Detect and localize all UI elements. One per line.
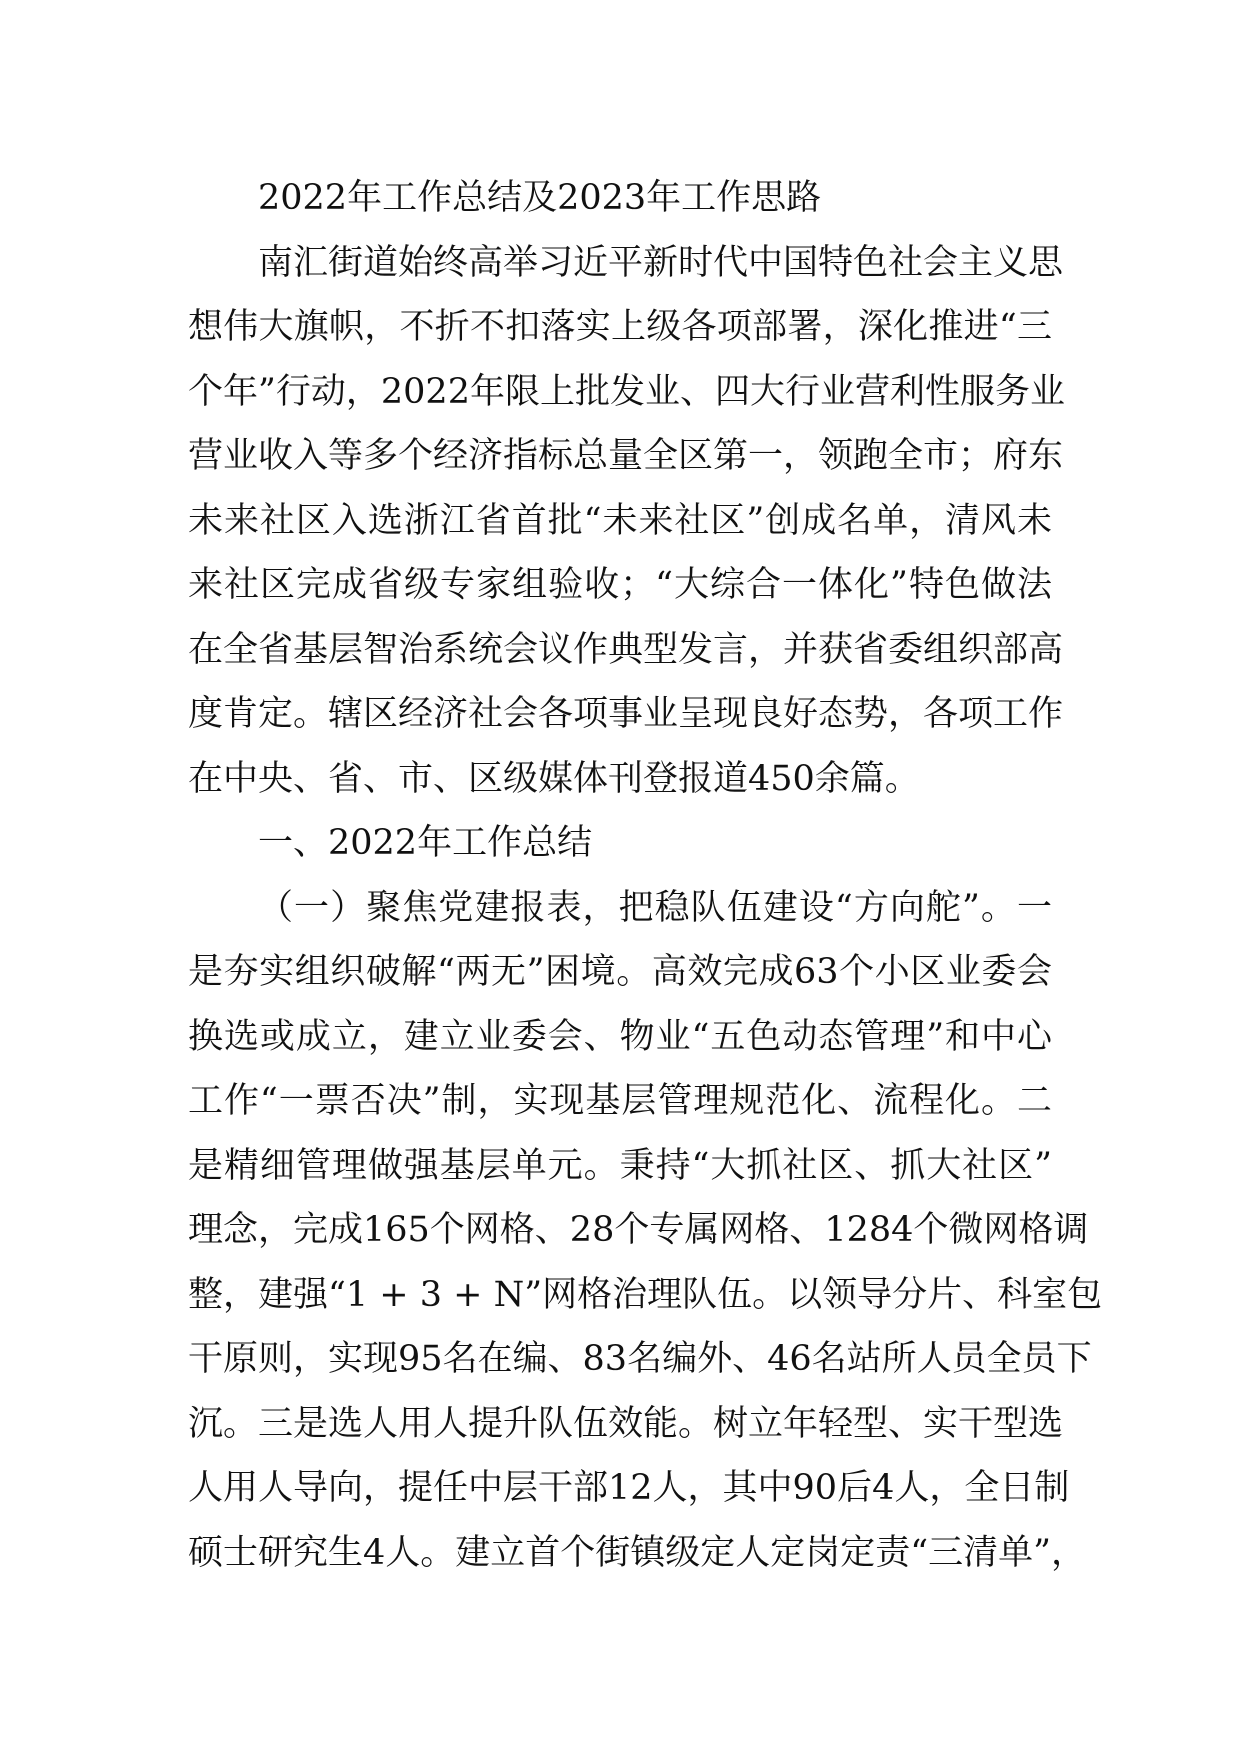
text-line: 硕士研究生4人。建立首个街镇级定人定岗定责“三清单”， — [188, 1532, 1087, 1573]
text-line: 营业收入等多个经济指标总量全区第一，领跑全市；府东 — [188, 436, 1064, 476]
text-line: 是夯实组织破解“两无”困境。高效完成63个小区业委会 — [188, 952, 1052, 992]
paragraph-section-1-1 — [188, 876, 1103, 1586]
text-line: 整，建强“1 + 3 + N”网格治理队伍。以领导分片、科室包 — [188, 1274, 1103, 1315]
title-line: 2022年工作总结及2023年工作思路 — [258, 178, 822, 218]
text-line: 沉。三是选人用人提升队伍效能。树立年轻型、实干型选 — [188, 1403, 1064, 1444]
text-line: 工作“一票否决”制，实现基层管理规范化、流程化。二 — [188, 1081, 1052, 1121]
text-line: 是精细管理做强基层单元。秉持“大抓社区、抓大社区” — [188, 1145, 1052, 1186]
document-title — [188, 166, 1052, 231]
text-line: 在全省基层智治系统会议作典型发言，并获省委组织部高 — [188, 629, 1064, 670]
section-heading — [188, 811, 1052, 876]
paragraph-intro — [188, 231, 1065, 812]
text-line: 南汇街道始终高举习近平新时代中国特色社会主义思 — [258, 242, 1064, 283]
text-line: 度肯定。辖区经济社会各项事业呈现良好态势，各项工作 — [188, 694, 1064, 734]
heading-line: 一、2022年工作总结 — [258, 823, 593, 863]
text-line: 干原则，实现95名在编、83名编外、46名站所人员全员下 — [188, 1339, 1092, 1379]
text-line: 个年”行动，2022年限上批发业、四大行业营利性服务业 — [188, 371, 1065, 412]
text-line: （一）聚焦党建报表，把稳队伍建设“方向舵”。一 — [258, 887, 1052, 928]
text-line: 换选或成立，建立业委会、物业“五色动态管理”和中心 — [188, 1016, 1052, 1057]
text-line: 在中央、省、市、区级媒体刊登报道450余篇。 — [188, 758, 920, 799]
document-body — [188, 166, 1103, 1585]
text-line: 来社区完成省级专家组验收；“大综合一体化”特色做法 — [188, 565, 1052, 605]
text-line: 理念，完成165个网格、28个专属网格、1284个微网格调 — [188, 1210, 1089, 1250]
text-line: 人用人导向，提任中层干部12人，其中90后4人，全日制 — [188, 1468, 1070, 1508]
text-line: 想伟大旗帜，不折不扣落实上级各项部署，深化推进“三 — [188, 307, 1052, 347]
text-line: 未来社区入选浙江省首批“未来社区”创成名单，清风未 — [188, 500, 1052, 541]
